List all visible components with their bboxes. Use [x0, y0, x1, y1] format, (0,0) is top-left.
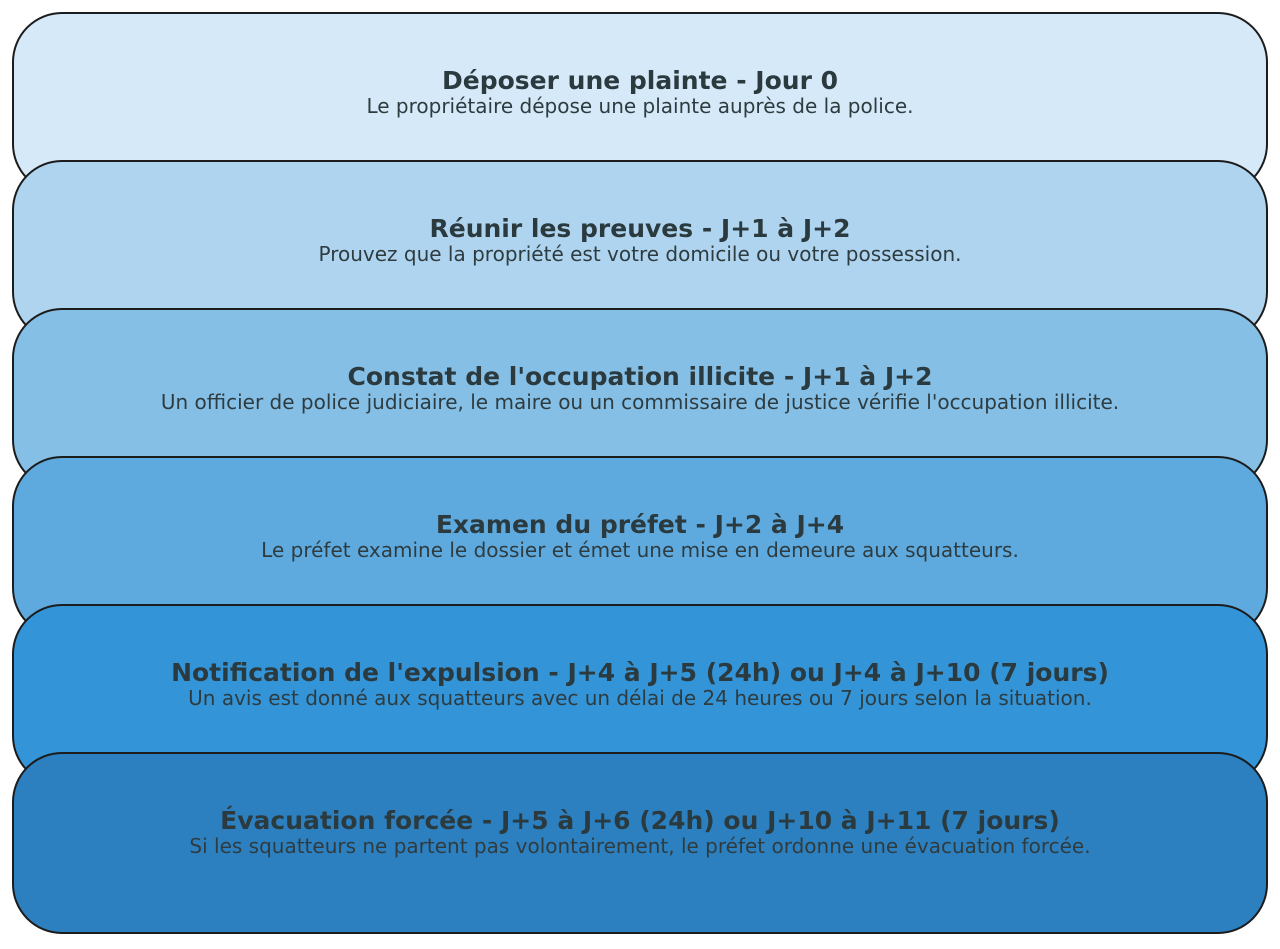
step-6-title: Évacuation forcée - J+5 à J+6 (24h) ou J+10 à J+11 (7 jours)	[220, 806, 1060, 835]
step-4-title: Examen du préfet - J+2 à J+4	[435, 510, 845, 539]
step-1-title: Déposer une plainte - Jour 0	[442, 66, 838, 95]
step-2-description: Prouvez que la propriété est votre domicile ou votre possession.	[318, 242, 962, 266]
step-5-description: Un avis est donné aux squatteurs avec un délai de 24 heures ou 7 jours selon la situation.	[188, 686, 1092, 710]
step-5-title: Notification de l'expulsion - J+4 à J+5 (24h) ou J+4 à J+10 (7 jours)	[171, 658, 1109, 687]
step-3-description: Un officier de police judiciaire, le maire ou un commissaire de justice vérifie l'occupation illicite.	[160, 390, 1120, 414]
step-6-box	[12, 752, 1268, 934]
step-3-title: Constat de l'occupation illicite - J+1 à J+2	[347, 362, 933, 391]
step-6-description: Si les squatteurs ne partent pas volontairement, le préfet ordonne une évacuation forcée.	[189, 834, 1091, 858]
step-1-description: Le propriétaire dépose une plainte auprès de la police.	[366, 94, 914, 118]
step-2-title: Réunir les preuves - J+1 à J+2	[429, 214, 851, 243]
step-4-description: Le préfet examine le dossier et émet une mise en demeure aux squatteurs.	[261, 538, 1019, 562]
